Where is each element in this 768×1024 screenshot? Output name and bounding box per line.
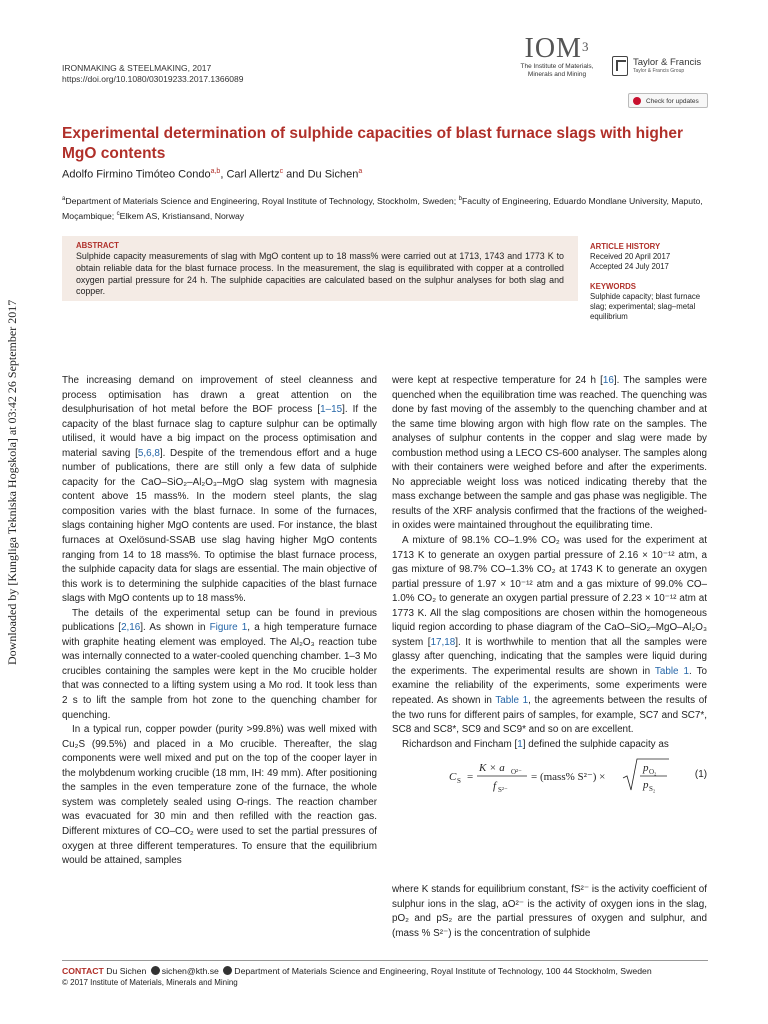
accepted-date: Accepted 24 July 2017 — [590, 262, 669, 271]
author-affiliation-sup[interactable]: a — [358, 168, 363, 175]
received-date: Received 20 April 2017 — [590, 252, 671, 261]
check-for-updates-button[interactable] — [628, 93, 708, 108]
eq-lhs-sub: S — [457, 777, 461, 786]
crossmark-icon — [633, 97, 641, 105]
iom-line-1: The Institute of Materials, — [520, 63, 594, 70]
text-run: ]. It is worthwhile to mention that all the samples were glassy after quenching, indicating that the samples were liquid during the experiments. The experimental results are shown in — [392, 636, 707, 677]
journal-header — [62, 63, 244, 85]
paragraph — [392, 534, 707, 738]
contact-label: CONTACT — [62, 966, 104, 976]
footer-divider — [62, 960, 708, 961]
affiliation-sup: b — [458, 196, 462, 202]
equation-1 — [392, 752, 707, 798]
equation-svg — [447, 758, 709, 794]
text-run: ]. As shown in — [140, 622, 210, 634]
affiliation-sup: c — [116, 210, 120, 217]
contact-name: Du Sichen — [106, 966, 147, 976]
citation-link[interactable]: 16 — [602, 375, 614, 386]
eq-numerator-sub: O²⁻ — [511, 768, 522, 777]
author-name: Carl Allertz — [226, 168, 280, 181]
abstract-box — [62, 236, 578, 301]
doi-link[interactable]: https://doi.org/10.1080/03019233.2017.1366089 — [62, 74, 244, 84]
table-link[interactable]: Table 1 — [495, 695, 529, 707]
keywords-heading: KEYWORDS — [590, 282, 636, 291]
paragraph — [392, 738, 707, 753]
text-run: were kept at respective temperature for 24 h [ — [392, 375, 603, 386]
eq-lhs: C — [449, 771, 457, 784]
address-icon — [223, 966, 232, 975]
contact-address: Department of Materials Science and Engineering, Royal Institute of Technology, 100 44 Stockholm, Sweden — [234, 966, 652, 976]
publisher-sub: Taylor & Francis Group — [633, 68, 685, 74]
article-title: Experimental determination of sulphide capacities of blast furnace slags with higher MgO contents — [62, 125, 683, 162]
eq-middle: = (mass% S²⁻) × — [531, 771, 606, 784]
contact-line — [62, 965, 652, 977]
text-run: The details of the experimental setup can be found in previous publications [ — [62, 607, 377, 634]
text-run: A mixture of 98.1% CO–1.9% CO₂ was used for the experiment at 1713 K to generate an oxygen partial pressure of 2.16 × 10⁻¹² atm, a gas mixture of 98.7% CO–1.3% CO₂ at 1743 K to generate an oxygen partial pressure of 1.97 × 10⁻¹² atm and a gas mixture of 99.0% CO–1.0% CO₂ to generate an oxygen partial pressure of 2.23 × 10⁻¹² atm at 1773 K. All the slag compositions are chosen within the homogeneous liquid region according to phase diagram of the CaO–SiO₂–MgO–Al₂O₃ system [ — [392, 535, 707, 648]
contact-email[interactable]: sichen@kth.se — [161, 966, 219, 976]
author-separator: and — [283, 168, 308, 181]
paragraph: where K stands for equilibrium constant, fS²⁻ is the activity coefficient of sulphur ions in the slag, aO²⁻ is the activity of oxygen ions in the slag, pO₂ and pS₂ are the partial pressures of oxygen and sulphur, and (mass % S²⁻) is the concentration of sulphide — [392, 884, 707, 939]
text-run: , a high temperature furnace with graphite heating element was employed. The Al₂O₃ reaction tube was internally connected to a water-cooled quenching chamber. 1–3 Mo crucibles containing the samples were kept in the Mo crucible holder that was connected to a lifting system using a Mo rod. It took less than 2 s to lift the sample from hot zone to the quenching chamber for quenching. — [62, 622, 378, 721]
eq-numerator: K × a — [479, 762, 505, 775]
body-left-column — [62, 374, 377, 869]
text-run: . To examine the reliability of the experiments, some experiments were repeated. As shown in — [392, 665, 707, 707]
table-link[interactable]: Table 1 — [654, 665, 690, 677]
paragraph — [62, 374, 377, 607]
eq-root-numerator-sub: O₂ — [649, 768, 657, 777]
paragraph — [392, 374, 707, 534]
author-name: Adolfo Firmino Timóteo Condo — [62, 168, 211, 181]
copyright: © 2017 Institute of Materials, Minerals and Mining — [62, 978, 238, 987]
iom-logo-sup: 3 — [581, 39, 590, 54]
text-run: ]. The samples were quenched when the equilibration time was reached. The quenching was done by fast moving of the assembly to the quenching chamber and at the same time blowing argon with high flow rate on the samples. The analyses of sulphur contents in the copper and slag were made by combustion method using a LECO CS-600 analyser. The samples along with their containers were weighed before and after the experiments. No appreciable weight loss was noticed indicating thereby that the mass exchange between the sample and gas phase was negligible. The results of the XRF analysis confirmed that the fractions of the weighed-in oxides were maintained throughout the equilibrating time. — [392, 375, 707, 532]
article-info-sidebar — [590, 242, 714, 322]
eq-root-denominator-sub: S₂ — [649, 785, 656, 794]
citation-link[interactable]: 2,16 — [121, 622, 141, 634]
download-notice-text: Downloaded by [Kungliga Tekniska Hogskola] at 03:42 26 September 2017 — [5, 299, 19, 665]
text-run: , the agreements between the results of the two runs for different pairs of samples, for example, SC7 and SC7*, SC8 and SC8*, SC9 and SC9* and so on are excellent. — [392, 695, 708, 736]
iom-logo-text: IOM — [524, 33, 582, 64]
author-affiliation-sup[interactable]: a,b — [210, 168, 221, 175]
affiliation-sup: a — [62, 196, 66, 202]
iom3-logo — [502, 35, 612, 79]
eq-root-denominator: p — [643, 779, 649, 792]
citation-link[interactable]: 1–15 — [320, 404, 343, 416]
email-icon — [151, 966, 160, 975]
keywords-text: Sulphide capacity; blast furnace slag; experimental; slag–metal equilibrium — [590, 292, 701, 321]
affiliation-text: Faculty of Engineering, Eduardo Mondlane University, Maputo, Moçambique; — [62, 195, 703, 221]
figure-link[interactable]: Figure 1 — [209, 622, 248, 634]
citation-link[interactable]: 17,18 — [430, 636, 456, 648]
affiliations — [62, 193, 712, 223]
abstract-heading: ABSTRACT — [76, 241, 119, 250]
text-run: ] defined the sulphide capacity as — [522, 738, 669, 750]
author-affiliation-sup[interactable]: c — [279, 168, 284, 175]
eq-denominator: f — [493, 780, 497, 793]
author-separator: , — [220, 168, 227, 181]
body-right-continued — [392, 883, 707, 941]
affiliation-text: Elkem AS, Kristiansand, Norway — [119, 210, 245, 221]
text-run: ]. Despite of the tremendous effort and a huge number of publications, there are still only a few data of sulphide capacity for the CaO–SiO₂–Al₂O₃–MgO slag system with magnesia content above 15 mass%. In the modern steel plants, the slag composition varies with the blast furnace. In some of the furnaces, slags containing higher MgO contents are used. For instance, the blast furnaces at Oxelösund-SSAB use slag having higher MgO contents ranging from 14 to 18 mass%. To optimise the blast furnace process, the sulphide capacity data for slags are essential. The main objective of this work is to determining the sulphide capacities of the blast furnace slags with MgO contents up to 18 mass%. — [62, 447, 377, 605]
text-run: Richardson and Fincham [ — [402, 738, 518, 750]
author-list — [62, 168, 362, 181]
abstract-text: Sulphide capacity measurements of slag with MgO content up to 18 mass% were carried out at 1713, 1743 and 1773 K to obtain reliable data for the blast furnace process. In the measurement, the slag is equilibrated with copper at a controlled oxygen partial pressure for 24 h. The sulphide capacities are calculated based on the sulphur analyses for both slag and copper. — [76, 251, 564, 297]
article-history-heading: ARTICLE HISTORY — [590, 242, 661, 251]
paragraph — [62, 607, 377, 723]
affiliation-text: Department of Materials Science and Engineering, Royal Institute of Technology, Stockholm, Sweden; — [65, 195, 459, 206]
author-name: Du Sichen — [307, 168, 359, 181]
journal-name: IRONMAKING & STEELMAKING, 2017 — [62, 63, 212, 73]
eq-root-numerator: p — [643, 762, 649, 775]
publisher-name: Taylor & Francis — [633, 57, 702, 68]
body-right-column — [392, 374, 707, 798]
citation-link[interactable]: 5,6,8 — [137, 447, 160, 459]
equation-number: (1) — [694, 769, 707, 781]
eq-equals: = — [467, 771, 474, 784]
taylor-francis-icon — [612, 56, 628, 76]
citation-link[interactable]: 1 — [517, 738, 523, 750]
paragraph: In a typical run, copper powder (purity >99.8%) was well mixed with Cu₂S (99.5%) and placed in a Mo crucible. Thereafter, the slag components were well mixed and put on the top of the cooper layer in the molybdenum working crucible (18 mm, IH: 49 mm). After positioning the samples in the even temperature zone of the furnace, the whole system was completely sealed using O-rings. The reaction chamber was evacuated for 30 min and then refilled with the reaction gas. Different mixtures of CO–CO₂ were used to set the partial pressures of oxygen at three different temperatures. To ensure that the equilibrium would be attained, samples — [62, 724, 377, 867]
text-run: ]. If the capacity of the blast furnace slag to capture sulphur can be optimally utilised, it would have a big impact on the process optimisation and material saving [ — [62, 404, 377, 459]
iom-line-2: Minerals and Mining — [527, 71, 587, 78]
download-notice — [2, 299, 19, 665]
eq-denominator-sub: S²⁻ — [498, 786, 508, 795]
publisher-logo — [612, 56, 701, 76]
text-run: The increasing demand on improvement of steel cleanness and process optimisation has drawn a great attention on the desulphurisation of hot metal before the BOF process [ — [62, 375, 377, 416]
check-updates-label: Check for updates — [646, 98, 699, 105]
